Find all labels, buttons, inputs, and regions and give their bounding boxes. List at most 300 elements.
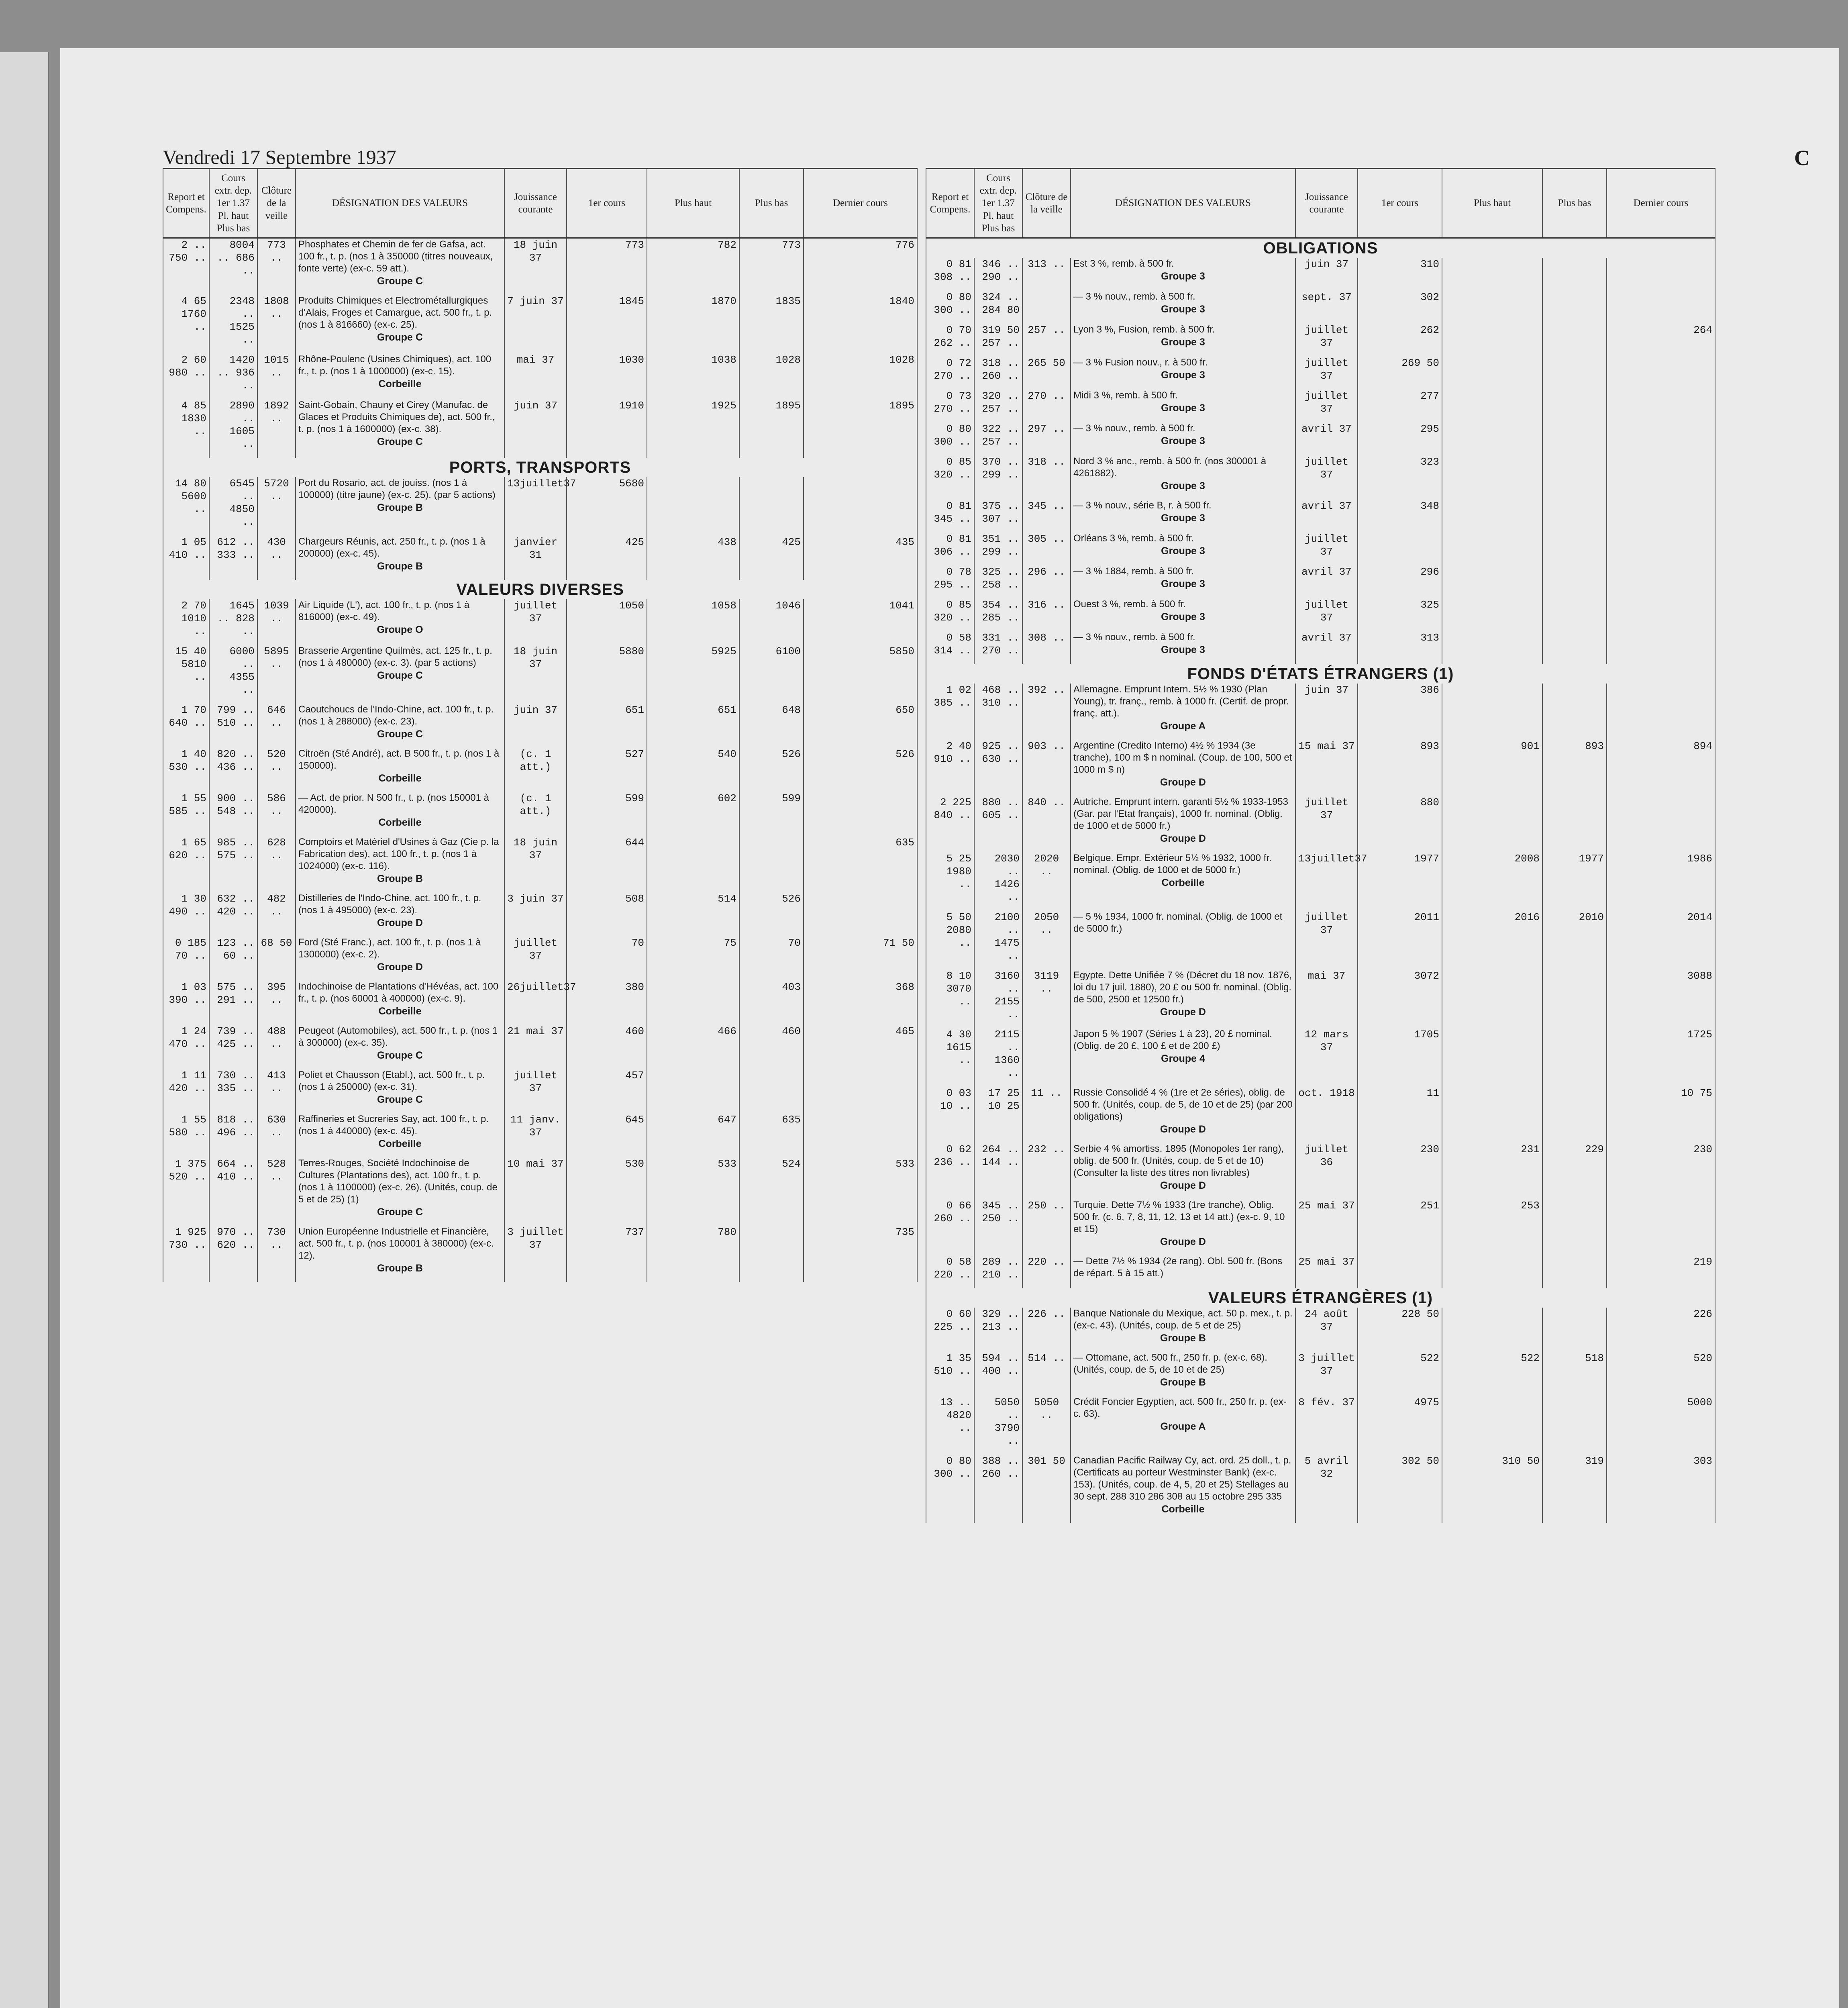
spacer-cell — [1542, 1136, 1607, 1143]
high-price: 522 — [1442, 1352, 1542, 1389]
report-value: 1 70 640 .. — [163, 704, 209, 741]
row-spacer — [926, 1248, 1715, 1255]
spacer-cell — [296, 1018, 504, 1025]
previous-close: 296 .. — [1022, 565, 1071, 591]
security-name: Lyon 3 %, Fusion, remb. à 500 fr. — [1073, 324, 1215, 335]
spacer-cell — [1607, 591, 1715, 598]
security-name: Allemagne. Emprunt Intern. 5½ % 1930 (Plan Young), tr. franç., remb. à 1000 fr. (Certif. de propr. franç. att.). — [1073, 684, 1289, 719]
low-price: 319 — [1542, 1455, 1607, 1516]
spacer-cell — [1358, 904, 1442, 911]
spacer-cell — [1607, 1192, 1715, 1199]
spacer-cell — [1607, 789, 1715, 796]
spacer-cell — [567, 696, 647, 704]
high-low-range: 5050 .. 3790 .. — [974, 1396, 1022, 1447]
spacer-cell — [926, 789, 974, 796]
quote-row — [926, 796, 1715, 845]
spacer-cell — [504, 392, 567, 399]
security-group: Groupe 3 — [1161, 369, 1205, 381]
spacer-cell — [296, 1218, 504, 1226]
spacer-cell — [504, 885, 567, 892]
spacer-cell — [1542, 1389, 1607, 1396]
high-low-range: 818 .. 496 .. — [209, 1113, 257, 1150]
first-price: 508 — [567, 892, 647, 929]
quote-row — [163, 1226, 917, 1275]
spacer-cell — [974, 733, 1022, 740]
previous-close: 220 .. — [1022, 1255, 1071, 1281]
spacer-cell — [1071, 382, 1295, 390]
security-designation — [1071, 422, 1295, 448]
high-low-range: 324 .. 284 80 — [974, 291, 1022, 316]
security-name: Produits Chimiques et Electrométallurgiques d'Alais, Froges et Camargue, act. 500 fr., t. p. (nos 1 à 816660) (ex-c. 25). — [298, 295, 492, 330]
jouissance-date: 21 mai 37 — [504, 1025, 567, 1062]
security-group: Groupe 3 — [1161, 435, 1205, 447]
spacer-cell — [974, 845, 1022, 852]
high-low-range: 388 .. 260 .. — [974, 1455, 1022, 1516]
high-price: 514 — [647, 892, 739, 929]
first-price: 893 — [1358, 740, 1442, 789]
report-value: 0 72 270 .. — [926, 357, 974, 382]
security-group: Groupe 3 — [1161, 578, 1205, 590]
security-group: Groupe C — [377, 670, 423, 681]
spacer-cell — [804, 346, 917, 353]
row-spacer — [926, 1136, 1715, 1143]
spacer-cell — [926, 316, 974, 324]
first-price: 425 — [567, 536, 647, 573]
report-value: 0 85 320 .. — [926, 598, 974, 624]
low-price — [739, 836, 804, 885]
spacer-cell — [1022, 624, 1071, 631]
spacer-cell — [1358, 591, 1442, 598]
low-price — [1542, 1087, 1607, 1136]
spacer-cell — [1607, 1516, 1715, 1523]
spacer-cell — [974, 904, 1022, 911]
spacer-cell — [1442, 904, 1542, 911]
first-price: 460 — [567, 1025, 647, 1062]
report-value: 0 66 260 .. — [926, 1199, 974, 1248]
security-designation — [1071, 324, 1295, 349]
spacer-cell — [1295, 1345, 1358, 1352]
column-header: Plus haut — [1442, 169, 1542, 238]
first-price: 262 — [1358, 324, 1442, 349]
high-price — [1442, 258, 1542, 284]
report-value: 0 80 300 .. — [926, 422, 974, 448]
spacer-cell — [1071, 415, 1295, 422]
spacer-cell — [257, 638, 296, 645]
high-low-range: 345 .. 250 .. — [974, 1199, 1022, 1248]
first-price: 386 — [1358, 684, 1442, 733]
previous-close: 430 .. — [257, 536, 296, 573]
row-spacer — [926, 1345, 1715, 1352]
high-price — [1442, 1028, 1542, 1080]
spacer-cell — [1071, 1080, 1295, 1087]
spacer-cell — [1607, 845, 1715, 852]
high-price: 602 — [647, 792, 739, 829]
high-price — [647, 981, 739, 1018]
report-value: 2 60 980 .. — [163, 353, 209, 392]
spacer-cell — [739, 346, 804, 353]
spacer-cell — [926, 284, 974, 291]
spacer-cell — [1542, 1281, 1607, 1288]
security-group: Groupe 3 — [1161, 644, 1205, 655]
high-low-range: 329 .. 213 .. — [974, 1308, 1022, 1345]
spacer-cell — [1542, 316, 1607, 324]
security-designation — [1071, 1087, 1295, 1136]
security-name: — Act. de prior. N 500 fr., t. p. (nos 150001 à 420000). — [298, 792, 489, 815]
spacer-cell — [1071, 349, 1295, 357]
high-price — [1442, 1396, 1542, 1447]
high-low-range: 346 .. 290 .. — [974, 258, 1022, 284]
spacer-cell — [296, 929, 504, 937]
jouissance-date: avril 37 — [1295, 565, 1358, 591]
quote-row — [163, 536, 917, 573]
spacer-cell — [1607, 316, 1715, 324]
spacer-cell — [1295, 558, 1358, 565]
spacer-cell — [257, 785, 296, 792]
section-row — [926, 1288, 1715, 1308]
spacer-cell — [257, 829, 296, 836]
row-spacer — [163, 1275, 917, 1282]
spacer-cell — [1022, 657, 1071, 664]
security-group: Groupe C — [377, 1050, 423, 1061]
row-spacer — [163, 973, 917, 981]
security-name: Poliet et Chausson (Etabl.), act. 500 fr., t. p. (nos 1 à 250000) (ex-c. 31). — [298, 1069, 485, 1092]
high-price: 5925 — [647, 645, 739, 696]
last-price: 1895 — [804, 399, 917, 451]
spacer-cell — [647, 696, 739, 704]
security-group: Groupe D — [1160, 1236, 1206, 1247]
spacer-cell — [1358, 1281, 1442, 1288]
quote-row — [926, 422, 1715, 448]
spacer-cell — [1607, 382, 1715, 390]
spacer-cell — [1442, 525, 1542, 533]
spacer-cell — [1022, 1345, 1071, 1352]
first-price: 3072 — [1358, 969, 1442, 1021]
quote-row — [926, 357, 1715, 382]
spacer-cell — [296, 973, 504, 981]
spacer-cell — [257, 346, 296, 353]
spacer-cell — [257, 392, 296, 399]
spacer-cell — [739, 785, 804, 792]
jouissance-date: (c. 1 att.) — [504, 792, 567, 829]
page-date: Vendredi 17 Septembre 1937 — [163, 146, 396, 168]
low-price: 1895 — [739, 399, 804, 451]
high-price: 901 — [1442, 740, 1542, 789]
spacer-cell — [1071, 284, 1295, 291]
spacer-cell — [739, 741, 804, 748]
section-title: VALEURS ÉTRANGÈRES (1) — [1208, 1289, 1433, 1307]
row-spacer — [163, 929, 917, 937]
spacer-cell — [974, 1021, 1022, 1028]
quote-row — [926, 565, 1715, 591]
spacer-cell — [1358, 624, 1442, 631]
security-designation — [296, 599, 504, 638]
spacer-cell — [1358, 1080, 1442, 1087]
spacer-cell — [257, 1275, 296, 1282]
spacer-cell — [1607, 448, 1715, 455]
report-value: 4 65 1760 .. — [163, 295, 209, 346]
spacer-cell — [257, 1106, 296, 1113]
spacer-cell — [974, 1136, 1022, 1143]
security-designation — [1071, 1308, 1295, 1345]
security-designation — [1071, 500, 1295, 525]
quote-row — [163, 1025, 917, 1062]
security-group: Groupe D — [1160, 833, 1206, 844]
last-price: 3088 — [1607, 969, 1715, 1021]
spacer-cell — [163, 741, 209, 748]
quote-row — [163, 477, 917, 529]
low-price — [739, 1226, 804, 1275]
row-spacer — [926, 382, 1715, 390]
row-spacer — [163, 829, 917, 836]
first-price: 251 — [1358, 1199, 1442, 1248]
security-designation — [296, 1226, 504, 1275]
spacer-cell — [974, 789, 1022, 796]
left-quotes-table — [163, 168, 918, 1282]
spacer-cell — [974, 349, 1022, 357]
spacer-cell — [739, 1018, 804, 1025]
first-price: 302 50 — [1358, 1455, 1442, 1516]
right-quotes-table — [926, 168, 1715, 1523]
spacer-cell — [1542, 382, 1607, 390]
low-price — [1542, 796, 1607, 845]
spacer-cell — [504, 573, 567, 580]
spacer-cell — [1358, 1389, 1442, 1396]
quote-row — [163, 836, 917, 885]
spacer-cell — [804, 741, 917, 748]
spacer-cell — [504, 346, 567, 353]
spacer-cell — [804, 885, 917, 892]
spacer-cell — [209, 785, 257, 792]
spacer-cell — [163, 696, 209, 704]
spacer-cell — [974, 1447, 1022, 1455]
jouissance-date: juillet 37 — [1295, 324, 1358, 349]
spacer-cell — [209, 696, 257, 704]
spacer-cell — [739, 1106, 804, 1113]
spacer-cell — [567, 1018, 647, 1025]
spacer-cell — [1022, 284, 1071, 291]
spacer-cell — [504, 785, 567, 792]
previous-close: 514 .. — [1022, 1352, 1071, 1389]
spacer-cell — [647, 741, 739, 748]
security-group: Groupe D — [377, 917, 423, 928]
spacer-cell — [647, 1106, 739, 1113]
spacer-cell — [926, 1192, 974, 1199]
last-price: 735 — [804, 1226, 917, 1275]
spacer-cell — [1442, 591, 1542, 598]
spacer-cell — [1022, 904, 1071, 911]
quote-row — [926, 500, 1715, 525]
spacer-cell — [504, 1106, 567, 1113]
spacer-cell — [647, 573, 739, 580]
low-price — [1542, 1028, 1607, 1080]
row-spacer — [926, 1281, 1715, 1288]
security-designation — [296, 295, 504, 346]
low-price: 70 — [739, 937, 804, 973]
first-price: 302 — [1358, 291, 1442, 316]
high-low-range: 123 .. 60 .. — [209, 937, 257, 973]
spacer-cell — [1295, 284, 1358, 291]
last-price: 776 — [804, 238, 917, 288]
high-price — [1442, 565, 1542, 591]
spacer-cell — [647, 885, 739, 892]
spacer-cell — [1022, 962, 1071, 969]
spacer-cell — [1071, 1516, 1295, 1523]
row-spacer — [926, 733, 1715, 740]
high-low-range: 2348 .. 1525 .. — [209, 295, 257, 346]
jouissance-date: juillet 37 — [1295, 533, 1358, 558]
spacer-cell — [1358, 962, 1442, 969]
security-name: Raffineries et Sucreries Say, act. 100 fr., t. p. (nos 1 à 440000) (ex-c. 45). — [298, 1114, 489, 1137]
low-price: 635 — [739, 1113, 804, 1150]
spacer-cell — [974, 962, 1022, 969]
report-value: 0 81 306 .. — [926, 533, 974, 558]
report-value: 0 58 220 .. — [926, 1255, 974, 1281]
spacer-cell — [296, 288, 504, 295]
spacer-cell — [296, 1106, 504, 1113]
spacer-cell — [1295, 904, 1358, 911]
report-value: 5 50 2080 .. — [926, 911, 974, 962]
spacer-cell — [296, 1150, 504, 1157]
high-price — [1442, 969, 1542, 1021]
security-group: Corbeille — [1161, 1504, 1205, 1515]
security-designation — [296, 1113, 504, 1150]
high-price: 533 — [647, 1157, 739, 1218]
spacer-cell — [1358, 316, 1442, 324]
previous-close: 903 .. — [1022, 740, 1071, 789]
security-group: Groupe D — [1160, 1124, 1206, 1135]
spacer-cell — [1542, 1021, 1607, 1028]
spacer-cell — [974, 1192, 1022, 1199]
security-name: Belgique. Empr. Extérieur 5½ % 1932, 1000 fr. nominal. (Oblig. de 1000 et de 5000 fr.) — [1073, 853, 1272, 875]
last-price: 435 — [804, 536, 917, 573]
spacer-cell — [804, 638, 917, 645]
spacer-cell — [1295, 591, 1358, 598]
spacer-cell — [1022, 415, 1071, 422]
spacer-cell — [1071, 1345, 1295, 1352]
spacer-cell — [567, 929, 647, 937]
spacer-cell — [1607, 1447, 1715, 1455]
high-price: 310 50 — [1442, 1455, 1542, 1516]
security-group: Groupe B — [377, 873, 423, 884]
last-price: 1028 — [804, 353, 917, 392]
spacer-cell — [1358, 492, 1442, 500]
column-header: Report et Compens. — [163, 169, 209, 238]
previous-close: 630 .. — [257, 1113, 296, 1150]
spacer-cell — [1295, 1281, 1358, 1288]
spacer-cell — [739, 973, 804, 981]
spacer-cell — [974, 1516, 1022, 1523]
high-price — [1442, 796, 1542, 845]
quote-row — [163, 748, 917, 785]
first-price: 1910 — [567, 399, 647, 451]
jouissance-date: 3 juin 37 — [504, 892, 567, 929]
spacer-cell — [1071, 1021, 1295, 1028]
previous-close: 5895 .. — [257, 645, 296, 696]
security-group: Corbeille — [378, 773, 422, 784]
security-designation — [296, 1157, 504, 1218]
security-name: Ouest 3 %, remb. à 500 fr. — [1073, 599, 1186, 610]
low-price: 599 — [739, 792, 804, 829]
low-price — [739, 1069, 804, 1106]
high-price: 1038 — [647, 353, 739, 392]
security-group: Corbeille — [378, 378, 422, 390]
last-price: 230 — [1607, 1143, 1715, 1192]
spacer-cell — [504, 529, 567, 536]
previous-close: 68 50 — [257, 937, 296, 973]
spacer-cell — [1542, 657, 1607, 664]
security-group: Corbeille — [378, 817, 422, 828]
security-group: Corbeille — [378, 1006, 422, 1017]
last-price — [804, 892, 917, 929]
high-price — [1442, 390, 1542, 415]
spacer-cell — [1607, 962, 1715, 969]
security-designation — [1071, 357, 1295, 382]
spacer-cell — [209, 1218, 257, 1226]
security-designation — [296, 645, 504, 696]
row-spacer — [163, 885, 917, 892]
spacer-cell — [1542, 904, 1607, 911]
spacer-cell — [1071, 624, 1295, 631]
spacer-cell — [926, 845, 974, 852]
previous-close: 250 .. — [1022, 1199, 1071, 1248]
security-name: Chargeurs Réunis, act. 250 fr., t. p. (nos 1 à 200000) (ex-c. 45). — [298, 536, 485, 559]
low-price: 1028 — [739, 353, 804, 392]
previous-close: 270 .. — [1022, 390, 1071, 415]
report-value: 0 70 262 .. — [926, 324, 974, 349]
spacer-cell — [1442, 448, 1542, 455]
jouissance-date: juillet 37 — [504, 1069, 567, 1106]
spacer-cell — [567, 451, 647, 458]
spacer-cell — [647, 1018, 739, 1025]
security-name: — 3 % nouv., remb. à 500 fr. — [1073, 632, 1195, 643]
first-price: 522 — [1358, 1352, 1442, 1389]
quote-row — [926, 684, 1715, 733]
high-price: 540 — [647, 748, 739, 785]
low-price: 1835 — [739, 295, 804, 346]
spacer-cell — [209, 973, 257, 981]
spacer-cell — [209, 638, 257, 645]
security-group: Groupe 3 — [1161, 545, 1205, 557]
row-spacer — [926, 525, 1715, 533]
spacer-cell — [1295, 1136, 1358, 1143]
spacer-cell — [1542, 415, 1607, 422]
spacer-cell — [1295, 657, 1358, 664]
row-spacer — [926, 845, 1715, 852]
low-price: 425 — [739, 536, 804, 573]
high-low-range: 2100 .. 1475 .. — [974, 911, 1022, 962]
spacer-cell — [504, 288, 567, 295]
security-designation — [1071, 796, 1295, 845]
column-header: 1er cours — [567, 169, 647, 238]
spacer-cell — [1358, 1248, 1442, 1255]
high-low-range: 612 .. 333 .. — [209, 536, 257, 573]
spacer-cell — [804, 573, 917, 580]
row-spacer — [163, 1062, 917, 1069]
spacer-cell — [567, 741, 647, 748]
first-price: 310 — [1358, 258, 1442, 284]
low-price: 2010 — [1542, 911, 1607, 962]
security-group: Groupe O — [377, 624, 423, 635]
high-price: 231 — [1442, 1143, 1542, 1192]
spacer-cell — [926, 1248, 974, 1255]
security-group: Groupe D — [377, 961, 423, 973]
security-name: Japon 5 % 1907 (Séries 1 à 23), 20 £ nominal. (Oblig. de 20 £, 100 £ et de 200 £) — [1073, 1028, 1272, 1051]
spacer-cell — [804, 696, 917, 704]
spacer-cell — [647, 829, 739, 836]
spacer-cell — [926, 962, 974, 969]
spacer-cell — [504, 1218, 567, 1226]
low-price — [1542, 631, 1607, 657]
